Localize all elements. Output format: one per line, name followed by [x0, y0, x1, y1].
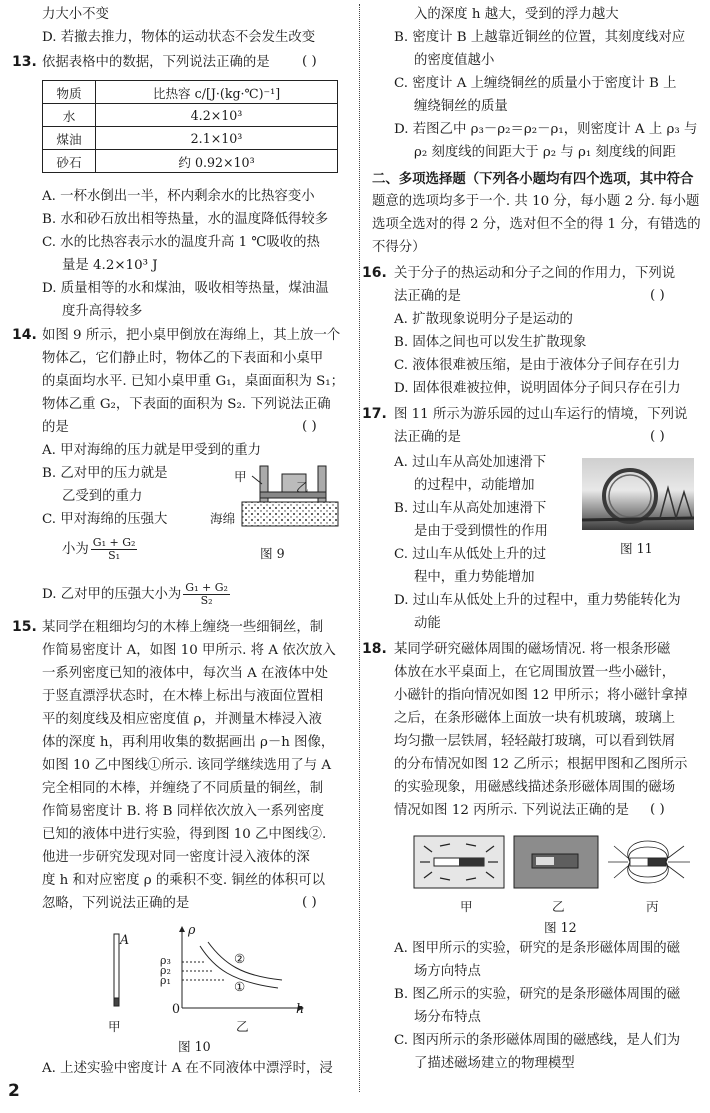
- question-stem: 法正确的是: [394, 430, 461, 445]
- figure-caption: 图 10: [178, 1039, 211, 1054]
- question-stem: 忽略，下列说法正确的是: [42, 896, 190, 911]
- copper-wire: [114, 998, 119, 1006]
- question-number: 13.: [12, 54, 37, 70]
- option-line: ρ₂ 刻度线的间距大于 ρ₂ 与 ρ₁ 刻度线的间距: [414, 145, 676, 160]
- sub-label-yi: 乙: [236, 1019, 249, 1034]
- question-stem: 的桌面均水平. 已知小桌甲重 G₁，桌面面积为 S₁；: [42, 374, 345, 389]
- option-line: B. 固体之间也可以发生扩散现象: [394, 335, 587, 350]
- fraction-denominator: S₁: [108, 549, 121, 562]
- question-number: 17.: [362, 406, 387, 422]
- table-header: 物质: [43, 81, 96, 104]
- question-stem: 如图 10 乙中图线①所示. 该同学继续选用了与 A: [42, 758, 332, 773]
- table-cell: 砂石: [43, 150, 96, 173]
- option-line: 了描述磁场建立的物理模型: [414, 1056, 575, 1071]
- bar-magnet-pole: [459, 858, 484, 866]
- question-stem: 度 h 和对应密度 ρ 的乘积不变. 铜丝的体积可以: [42, 873, 326, 888]
- option-text: D. 乙对甲的压强大小为: [42, 587, 182, 602]
- bar-magnet-yi-highlight: [536, 857, 554, 865]
- option-line: A. 图甲所示的实验，研究的是条形磁体周围的磁: [394, 941, 680, 956]
- section-text: 不得分）: [372, 240, 426, 255]
- fraction-denominator: S₂: [200, 594, 213, 607]
- option-line: A. 一杯水倒出一半，杯内剩余水的比热容变小: [42, 189, 315, 204]
- question-number: 18.: [362, 641, 387, 657]
- figure-caption: 图 12: [544, 920, 577, 935]
- answer-paren: ( ): [302, 419, 317, 434]
- figure-caption: 图 9: [260, 546, 285, 561]
- question-stem: 法正确的是: [394, 289, 461, 304]
- option-line: 的过程中，动能增加: [414, 478, 535, 493]
- fraction-numerator: G₁ + G₂: [185, 581, 228, 594]
- fig-label-yi: 乙: [296, 480, 309, 495]
- option-line: B. 水和砂石放出相等热量，水的温度降低得较多: [42, 212, 329, 227]
- figure-9-diagram: [202, 458, 342, 540]
- option-line: C. 液体很难被压缩，是由于液体分子间存在引力: [394, 358, 681, 373]
- option-line: D. 质量相等的水和煤油，吸收相等热量，煤油温: [42, 281, 329, 296]
- option-text: 小为: [62, 542, 89, 557]
- rho-axis-arrow: [179, 926, 185, 932]
- option-line: D. 若图乙中 ρ₃－ρ₂＝ρ₂－ρ₁，则密度计 A 上 ρ₃ 与: [394, 122, 698, 137]
- section-heading: 二、多项选择题（下列各小题均有四个选项，其中符合: [372, 171, 694, 187]
- option-line: 量是 4.2×10³ J: [62, 258, 158, 273]
- text-line: D. 若撤去推力，物体的运动状态不会发生改变: [42, 30, 316, 45]
- question-stem: 体的深度 h，再利用收集的数据画出 ρ－h 图像，: [42, 735, 335, 750]
- roller-coaster-photo: [582, 458, 694, 530]
- origin-label: 0: [172, 1001, 181, 1016]
- question-stem: 作简易密度计 B. 将 B 同样依次放入一系列密度: [42, 804, 324, 819]
- table-cell: 煤油: [43, 127, 96, 150]
- question-stem: 关于分子的热运动和分子之间的作用力，下列说: [394, 266, 676, 281]
- question-stem: 依据表格中的数据，下列说法正确的是: [42, 55, 270, 70]
- question-stem: 的分布情况如图 12 乙所示；根据甲图和乙图所示: [394, 757, 688, 772]
- question-stem: 图 11 所示为游乐园的过山车运行的情境，下列说: [394, 407, 688, 422]
- table-header: 比热容 c/[J·(kg·℃)⁻¹]: [96, 81, 338, 104]
- fig12-label-bing: 丙: [646, 899, 659, 914]
- option-line: C. 甲对海绵的压强大: [42, 512, 168, 527]
- rho3-label: ρ₃: [160, 954, 171, 967]
- question-stem: 某同学研究磁体周围的磁场情况. 将一根条形磁: [394, 642, 671, 657]
- question-stem: 情况如图 12 丙所示. 下列说法正确的是: [394, 803, 629, 818]
- option-line: B. 过山车从高处加速滑下: [394, 501, 547, 516]
- fig12-label-yi: 乙: [552, 899, 565, 914]
- rho2-label: ρ₂: [160, 964, 171, 977]
- axis-rho-label: ρ: [188, 922, 196, 937]
- fig-label-sponge: 海绵: [210, 511, 236, 526]
- page-number: 2: [8, 1081, 20, 1101]
- question-stem: 物体乙重 G₂，下表面的面积为 S₂. 下列说法正确: [42, 397, 331, 412]
- rho1-label: ρ₁: [160, 974, 171, 987]
- question-stem: 一系列密度已知的液体中，每次当 A 在液体中处: [42, 666, 328, 681]
- option-line: [42, 580, 230, 610]
- option-line: D. 过山车从低处上升的过程中，重力势能转化为: [394, 593, 681, 608]
- option-line: B. 图乙所示的实验，研究的是条形磁体周围的磁: [394, 987, 681, 1002]
- question-stem: 物体乙，它们静止时，物体乙的下表面和小桌甲: [42, 351, 324, 366]
- table-cell: 约 0.92×10³: [96, 150, 338, 173]
- question-stem: 之后，在条形磁体上面放一块有机玻璃，玻璃上: [394, 711, 676, 726]
- option-line: 场分布特点: [414, 1010, 481, 1025]
- option-line: 动能: [414, 616, 441, 631]
- answer-paren: ( ): [302, 895, 317, 910]
- table-top: [260, 492, 326, 498]
- pressure-fraction: [91, 537, 138, 562]
- option-line: 乙受到的重力: [62, 489, 143, 504]
- question-stem: 体放在水平桌面上，在它周围放置一些小磁针，: [394, 665, 676, 680]
- option-line: A. 扩散现象说明分子是运动的: [394, 312, 573, 327]
- option-line: C. 水的比热容表示水的温度升高 1 ℃吸收的热: [42, 235, 320, 250]
- answer-paren: ( ): [650, 288, 665, 303]
- pressure-fraction: [183, 582, 230, 607]
- option-line: 的密度值越小: [414, 53, 495, 68]
- fig-label-jia: 甲: [234, 469, 247, 484]
- option-line: 程中，重力势能增加: [414, 570, 535, 585]
- option-line: [62, 535, 137, 565]
- question-stem: 作简易密度计 A，如图 10 甲所示. 将 A 依次放入: [42, 643, 336, 658]
- field-lines: [608, 841, 690, 883]
- density-meter-rod: [114, 934, 119, 1004]
- figure-10-diagram: [102, 924, 312, 1024]
- roller-coaster-loop: [582, 458, 694, 530]
- question-stem: 如图 9 所示，把小桌甲倒放在海绵上，其上放一个: [42, 328, 341, 343]
- specific-heat-table: [42, 80, 338, 173]
- question-stem: 已知的液体中进行实验，得到图 10 乙中图线②.: [42, 827, 327, 842]
- fraction-numerator: G₁ + G₂: [92, 536, 136, 549]
- figure-12-diagram: [410, 832, 700, 892]
- answer-paren: ( ): [302, 54, 317, 69]
- question-stem: 均匀撒一层铁屑，轻轻敲打玻璃，可以看到铁屑: [394, 734, 676, 749]
- section-text: 选项全选对的得 2 分，选对但不全的得 1 分，有错选的: [372, 217, 701, 232]
- option-line: 场方向特点: [414, 964, 481, 979]
- option-line: C. 图丙所示的条形磁体周围的磁感线，是人们为: [394, 1033, 681, 1048]
- text-line: 力大小不变: [42, 7, 109, 22]
- question-number: 15.: [12, 619, 37, 635]
- question-stem: 他进一步研究发现对同一密度计浸入液体的深: [42, 850, 310, 865]
- question-stem: 的是: [42, 420, 69, 435]
- option-line: 度升高得较多: [62, 304, 143, 319]
- section-text: 题意的选项均多于一个. 共 10 分，每小题 2 分. 每小题: [372, 194, 700, 209]
- option-line: B. 乙对甲的压力就是: [42, 466, 168, 481]
- option-line: 是由于受到惯性的作用: [414, 524, 548, 539]
- option-line: C. 密度计 A 上缠绕铜丝的质量小于密度计 B 上: [394, 76, 677, 91]
- option-line: C. 过山车从低处上升的过: [394, 547, 547, 562]
- question-stem: 的实验现象，用磁感线描述条形磁体周围的磁场: [394, 780, 676, 795]
- table-cell: 4.2×10³: [96, 104, 338, 127]
- figure-caption: 图 11: [620, 541, 653, 556]
- sub-label-jia: 甲: [108, 1019, 121, 1034]
- question-number: 16.: [362, 265, 387, 281]
- option-line: A. 上述实验中密度计 A 在不同液体中漂浮时，浸: [42, 1061, 333, 1076]
- curve1-label: ①: [234, 979, 246, 994]
- option-line: A. 甲对海绵的压力就是甲受到的重力: [42, 443, 262, 458]
- option-line: 缠绕铜丝的质量: [414, 99, 508, 114]
- answer-paren: ( ): [650, 429, 665, 444]
- question-stem: 某同学在粗细均匀的木棒上缠绕一些细铜丝，制: [42, 620, 324, 635]
- curve2-label: ②: [234, 951, 246, 966]
- axis-h-label: h: [296, 1001, 305, 1016]
- answer-paren: ( ): [650, 802, 665, 817]
- option-line: D. 固体很难被拉伸，说明固体分子间只存在引力: [394, 381, 681, 396]
- option-line: B. 密度计 B 上越靠近铜丝的位置，其刻度线对应: [394, 30, 686, 45]
- question-number: 14.: [12, 327, 37, 343]
- column-divider: [359, 4, 360, 1092]
- fig12-label-jia: 甲: [460, 899, 473, 914]
- question-stem: 于竖直漂浮状态时，在木棒上标出与液面位置相: [42, 689, 324, 704]
- question-stem: 平的刻度线及相应密度值 ρ，并测量木棒浸入液: [42, 712, 322, 727]
- question-stem: 完全相同的木棒，并缠绕了不同质量的铜丝，制: [42, 781, 324, 796]
- label-a: A: [120, 932, 130, 947]
- option-line: 入的深度 h 越大，受到的浮力越大: [414, 7, 619, 22]
- question-stem: 小磁针的指向情况如图 12 甲所示；将小磁针拿掉: [394, 688, 688, 703]
- table-cell: 水: [43, 104, 96, 127]
- option-line: A. 过山车从高处加速滑下: [394, 455, 547, 470]
- table-cell: 2.1×10³: [96, 127, 338, 150]
- sponge: [242, 502, 338, 526]
